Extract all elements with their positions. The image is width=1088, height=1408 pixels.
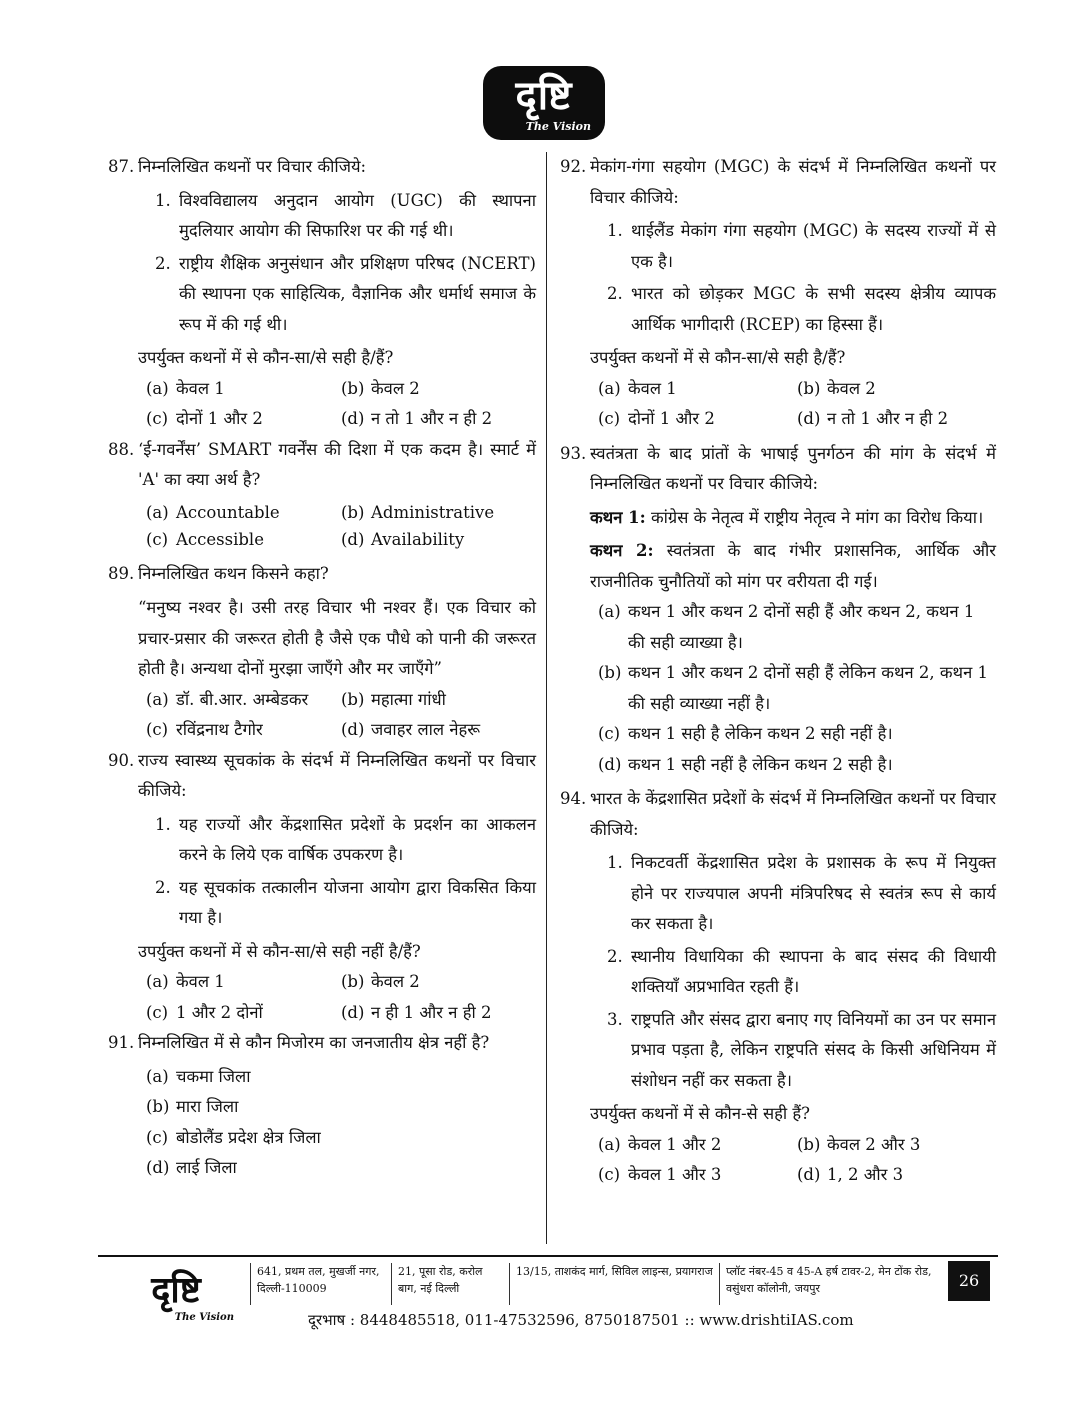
option-b: केवल 2 और 3 — [827, 1134, 921, 1154]
statement-number: 2. — [155, 877, 171, 897]
option-label: (d) — [341, 720, 365, 739]
quote-text: “मनुष्य नश्वर है। उसी तरह विचार भी नश्वर हैं। एक विचार को प्रचार-प्रसार की जरूरत होती है जैसे एक पौधे को पानी की जरूरत होती है। अन्यथा दोनों मुरझा जाएँगे और मर जाएँगे” — [138, 598, 536, 678]
question-number: 94. — [560, 789, 587, 808]
statement: राष्ट्रीय शैक्षिक अनुसंधान और प्रशिक्षण परिषद (NCERT) की स्थापना एक साहित्यिक, वैज्ञानिक और धर्मार्थ समाज के रूप में की गई थी। — [179, 253, 536, 334]
question-text: निम्नलिखित कथन किसने कहा? — [138, 563, 329, 583]
options — [146, 499, 536, 553]
option-label: (a) — [598, 378, 621, 398]
address-mukherjee-nagar: 641, प्रथम तल, मुखर्जी नगर, दिल्ली-110009 — [250, 1263, 392, 1305]
options — [146, 967, 536, 1028]
logo-subtext: The Vision — [525, 120, 591, 133]
option-label: (c) — [146, 1127, 169, 1147]
option-label: (d) — [598, 754, 622, 774]
question-text: भारत के केंद्रशासित प्रदेशों के संदर्भ में निम्नलिखित कथनों पर विचार कीजिये: — [590, 789, 996, 839]
option-label: (b) — [341, 689, 365, 709]
assertion-text: स्वतंत्रता के बाद गंभीर प्रशासनिक, आर्थिक और राजनीतिक चुनौतियों को मांग पर वरीयता दी गई। — [590, 541, 996, 591]
option-label: (d) — [341, 1002, 365, 1022]
option-label: (b) — [797, 378, 821, 398]
option-label: (a) — [146, 378, 169, 398]
question-number: 92. — [560, 157, 587, 176]
option-b: महात्मा गांधी — [371, 689, 446, 709]
address-karol-bagh: 21, पूसा रोड, करोल बाग, नई दिल्ली — [392, 1263, 510, 1305]
option-label: (c) — [146, 720, 169, 739]
option-d: लाई जिला — [176, 1158, 237, 1177]
option-a: डॉ. बी.आर. अम्बेडकर — [176, 689, 309, 709]
statement: स्थानीय विधायिका की स्थापना के बाद संसद की विधायी शक्तियाँ अप्रभावित रहती हैं। — [631, 946, 996, 996]
question-91 — [108, 1028, 536, 1059]
statement: थाईलैंड मेकांग गंगा सहयोग (MGC) के सदस्य राज्यों में से एक है। — [631, 221, 996, 271]
options — [598, 374, 996, 435]
option-b: केवल 2 — [371, 972, 420, 991]
option-label: (c) — [598, 1165, 621, 1184]
assertion-label: कथन 2: — [590, 541, 654, 560]
option-label: (c) — [146, 529, 169, 549]
question-88 — [108, 435, 536, 496]
question-ask: उपर्युक्त कथनों में से कौन-सा/से सही है/हैं? — [590, 348, 846, 367]
statement: विश्वविद्यालय अनुदान आयोग (UGC) की स्थापना मुदलियार आयोग की सिफारिश पर की गई थी। — [179, 190, 536, 240]
option-c: रविंद्रनाथ टैगोर — [176, 720, 263, 739]
question-text: मेकांग-गंगा सहयोग (MGC) के संदर्भ में निम्नलिखित कथनों पर विचार कीजिये: — [590, 157, 996, 207]
option-label: (b) — [341, 972, 365, 991]
option-label: (b) — [797, 1134, 821, 1154]
options — [146, 374, 536, 435]
contact-line: दूरभाष : 8448485518, 011-47532596, 8750187501 :: www.drishtiIAS.com — [308, 1311, 854, 1329]
option-b: मारा जिला — [176, 1097, 239, 1116]
statement-number: 1. — [607, 221, 623, 240]
option-label: (c) — [146, 409, 169, 428]
option-c: Accessible — [176, 529, 264, 549]
option-b: Administrative — [371, 502, 495, 522]
statement: भारत को छोड़कर MGC के सभी सदस्य क्षेत्रीय व्यापक आर्थिक भागीदारी (RCEP) का हिस्सा हैं। — [631, 284, 996, 334]
options — [598, 1130, 996, 1191]
option-label: (d) — [341, 409, 365, 428]
question-ask: उपर्युक्त कथनों में से कौन-से सही हैं? — [590, 1104, 810, 1123]
option-label: (a) — [146, 689, 169, 709]
option-label: (a) — [146, 1066, 169, 1086]
statement: निकटवर्ती केंद्रशासित प्रदेश के प्रशासक के रूप में नियुक्त होने पर राज्यपाल अपनी मंत्रिपरिषद से स्वतंत्र रूप से कार्य कर सकता है। — [631, 853, 996, 933]
statement-number: 3. — [607, 1009, 623, 1029]
option-c: दोनों 1 और 2 — [628, 409, 715, 428]
question-93 — [560, 439, 996, 500]
option-c: कथन 1 सही है लेकिन कथन 2 सही नहीं है। — [628, 724, 893, 743]
question-ask: उपर्युक्त कथनों में से कौन-सा/से सही नहीं है/हैं? — [138, 941, 421, 961]
statement-number: 1. — [607, 853, 623, 872]
option-label: (c) — [598, 409, 621, 428]
option-label: (b) — [341, 378, 365, 398]
option-label: (d) — [797, 409, 821, 428]
option-label: (d) — [146, 1158, 170, 1177]
question-89 — [108, 559, 536, 590]
question-ask: उपर्युक्त कथनों में से कौन-सा/से सही है/हैं? — [138, 348, 394, 367]
options — [598, 597, 996, 780]
question-92 — [560, 152, 996, 213]
options — [146, 685, 536, 746]
right-column — [560, 152, 996, 1191]
question-number: 93. — [560, 443, 587, 463]
statement-number: 2. — [607, 946, 623, 966]
option-c: 1 और 2 दोनों — [176, 1002, 263, 1022]
option-c: बोडोलैंड प्रदेश क्षेत्र जिला — [176, 1127, 321, 1147]
option-c: दोनों 1 और 2 — [176, 409, 263, 428]
option-label: (a) — [146, 502, 169, 522]
statement: यह सूचकांक तत्कालीन योजना आयोग द्वारा विकसित किया गया है। — [179, 877, 536, 927]
option-d: कथन 1 सही नहीं है लेकिन कथन 2 सही है। — [628, 754, 893, 774]
option-a: केवल 1 और 2 — [628, 1134, 722, 1154]
logo-text: दृष्टि — [515, 72, 573, 119]
left-column — [108, 152, 536, 1184]
option-label: (b) — [341, 502, 365, 522]
option-c: केवल 1 और 3 — [628, 1165, 722, 1184]
question-87 — [108, 152, 536, 183]
option-d: Availability — [371, 529, 465, 549]
option-label: (a) — [146, 972, 169, 991]
option-label: (a) — [598, 1134, 621, 1154]
assertion-label: कथन 1: — [590, 507, 646, 527]
option-label: (b) — [598, 663, 622, 682]
logo-text: दृष्टि — [151, 1269, 201, 1311]
option-label: (c) — [598, 724, 621, 743]
question-number: 87. — [108, 157, 135, 176]
question-number: 90. — [108, 750, 135, 770]
question-number: 89. — [108, 563, 135, 583]
assertion-2 — [590, 536, 996, 597]
option-label: (b) — [146, 1097, 170, 1116]
statement: यह राज्यों और केंद्रशासित प्रदेशों के प्रदर्शन का आकलन करने के लिये एक वार्षिक उपकरण है। — [179, 814, 536, 864]
statement: राष्ट्रपति और संसद द्वारा बनाए गए विनियमों का उन पर समान प्रभाव पड़ता है, लेकिन राष्ट्रपति संसद के किसी अधिनियम में संशोधन नहीं कर सकता है। — [631, 1009, 996, 1090]
statement-number: 1. — [155, 814, 171, 834]
option-a: Accountable — [176, 502, 280, 522]
address-jaipur: प्लॉट नंबर-45 व 45-A हर्ष टावर-2, मेन टोंक रोड, वसुंधरा कॉलोनी, जयपुर — [726, 1265, 932, 1295]
question-text: ‘ई-गवर्नेंस’ SMART गवर्नेंस की दिशा में एक कदम है। स्मार्ट में 'A' का क्या अर्थ है? — [138, 439, 536, 489]
question-text: राज्य स्वास्थ्य सूचकांक के संदर्भ में निम्नलिखित कथनों पर विचार कीजिये: — [138, 750, 536, 800]
option-d: न ही 1 और न ही 2 — [371, 1002, 492, 1022]
option-a: केवल 1 — [628, 378, 677, 398]
statement-number: 2. — [155, 253, 171, 273]
option-label: (c) — [146, 1002, 169, 1022]
header-logo — [483, 66, 605, 140]
page-number: 26 — [948, 1261, 990, 1301]
assertion-text: कांग्रेस के नेतृत्व में राष्ट्रीय नेतृत्व ने मांग का विरोध किया। — [650, 507, 984, 527]
option-d: न तो 1 और न ही 2 — [371, 409, 493, 428]
page-footer — [98, 1255, 998, 1339]
option-a: चकमा जिला — [176, 1066, 251, 1086]
question-94 — [560, 784, 996, 845]
option-d: न तो 1 और न ही 2 — [827, 409, 949, 428]
option-label: (d) — [341, 529, 365, 549]
question-number: 91. — [108, 1033, 135, 1052]
option-d: 1, 2 और 3 — [827, 1165, 904, 1184]
footer-logo — [106, 1265, 246, 1329]
column-divider — [546, 152, 547, 1244]
statement-number: 1. — [155, 190, 171, 210]
option-b: केवल 2 — [827, 378, 876, 398]
option-a: केवल 1 — [176, 378, 225, 398]
option-b: कथन 1 और कथन 2 दोनों सही हैं लेकिन कथन 2, कथन 1 की सही व्याख्या नहीं है। — [628, 663, 989, 713]
option-label: (d) — [797, 1165, 821, 1184]
question-text: निम्नलिखित में से कौन मिजोरम का जनजातीय क्षेत्र नहीं है? — [138, 1033, 490, 1052]
assertion-1 — [590, 503, 996, 534]
option-d: जवाहर लाल नेहरू — [371, 720, 481, 739]
options — [146, 1062, 536, 1184]
question-text: स्वतंत्रता के बाद प्रांतों के भाषाई पुनर्गठन की मांग के संदर्भ में निम्नलिखित कथनों पर विचार कीजिये: — [590, 443, 996, 493]
logo-subtext: The Vision — [174, 1312, 234, 1323]
option-b: केवल 2 — [371, 378, 420, 398]
statement-number: 2. — [607, 284, 623, 303]
question-90 — [108, 746, 536, 807]
option-a: कथन 1 और कथन 2 दोनों सही हैं और कथन 2, कथन 1 की सही व्याख्या है। — [628, 602, 975, 652]
option-label: (a) — [598, 602, 621, 621]
question-text: निम्नलिखित कथनों पर विचार कीजिये: — [138, 157, 367, 176]
address-prayagraj: 13/15, ताशकंद मार्ग, सिविल लाइन्स, प्रयागराज — [510, 1263, 720, 1305]
question-number: 88. — [108, 439, 135, 459]
option-a: केवल 1 — [176, 972, 225, 991]
